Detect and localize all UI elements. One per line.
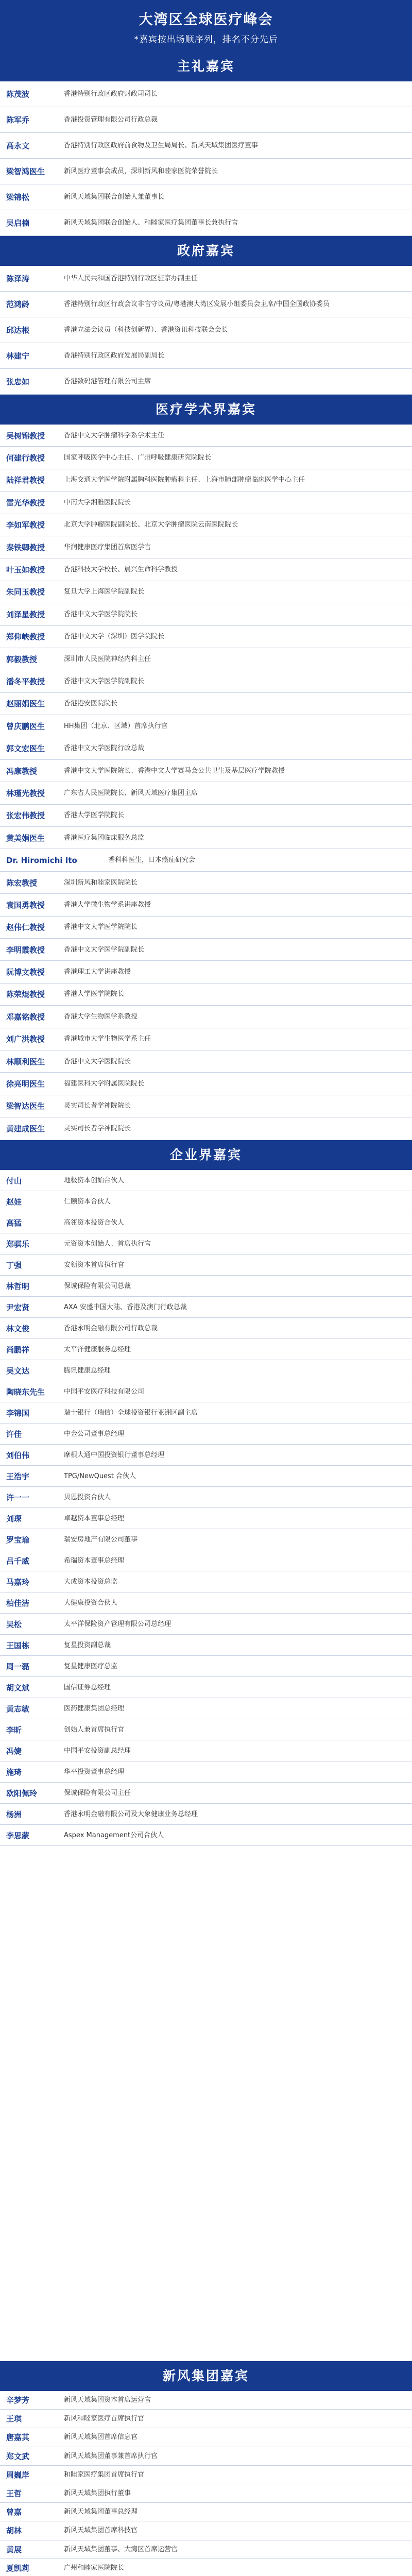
guest-name: 周巍岸 xyxy=(6,2470,30,2480)
guest-title: 复星投资副总裁 xyxy=(64,1641,111,1649)
guest-row xyxy=(0,1170,412,1191)
guest-row xyxy=(0,805,412,827)
guest-row xyxy=(0,2503,412,2521)
guest-row xyxy=(0,961,412,983)
guest-title: 香港理工大学讲座教授 xyxy=(64,968,131,976)
guest-row xyxy=(0,317,412,343)
guest-title: 香港特别行政区政府发展局副局长 xyxy=(64,352,165,360)
guest-row xyxy=(0,2447,412,2466)
guest-title: 华平投资董事总经理 xyxy=(64,1768,125,1776)
guest-title: 摩根大通中国投资银行董事总经理 xyxy=(64,1451,165,1459)
guest-title: 香港特别行政区政府前食物及卫生局局长、新风天域集团医疗董事 xyxy=(64,142,259,149)
guest-row xyxy=(0,1445,412,1466)
guest-row xyxy=(0,1095,412,1117)
guest-name: 吴松 xyxy=(6,1619,22,1629)
section-title: 新风集团嘉宾 xyxy=(0,2361,412,2391)
guest-name: 陈军乔 xyxy=(6,115,30,125)
guest-title: 北京大学肿瘤医院副院长、北京大学肿瘤医院云南医院院长 xyxy=(64,521,238,529)
guest-row xyxy=(0,917,412,939)
guest-name: 赵伟仁教授 xyxy=(6,923,45,933)
guest-title: 仁颐资本合伙人 xyxy=(64,1197,111,1206)
guest-name: 黄志敏 xyxy=(6,1704,30,1714)
guest-name: 郑文武 xyxy=(6,2451,30,2461)
guest-row xyxy=(0,1255,412,1276)
guest-title: 希瑞资本董事总经理 xyxy=(64,1556,125,1565)
guest-title: 瑞士银行（瑞信）全球投资银行亚洲区副主席 xyxy=(64,1409,198,1417)
guest-row xyxy=(0,292,412,317)
guest-row xyxy=(0,939,412,961)
guest-row xyxy=(0,715,412,737)
guest-row xyxy=(0,872,412,894)
guest-row xyxy=(0,369,412,395)
guest-name: 陆祥君教授 xyxy=(6,476,45,485)
guest-name: 范鸿龄 xyxy=(6,300,30,309)
guest-name: 张宏伟教授 xyxy=(6,811,45,821)
guest-name: 欧阳佩玲 xyxy=(6,1788,38,1798)
guest-row xyxy=(0,514,412,536)
guest-title: 新风和睦家医疗首席执行官 xyxy=(64,2415,145,2423)
guest-title: 香港永明金融有限公司行政总裁 xyxy=(64,1324,158,1332)
guest-row xyxy=(0,1550,412,1571)
guest-title: 灵实司长者学神院院长 xyxy=(64,1124,131,1132)
guest-title: 香港港安医院院长 xyxy=(64,700,118,708)
guest-name: 许一一 xyxy=(6,1493,30,1502)
guest-row xyxy=(0,1318,412,1339)
guest-title: 新风天域集团联合创始人兼董事长 xyxy=(64,193,165,201)
guest-row xyxy=(0,1381,412,1402)
guest-title: 腾讯健康总经理 xyxy=(64,1366,111,1375)
section-government xyxy=(0,236,412,395)
guest-name: 刘泽星教授 xyxy=(6,609,45,619)
guest-title: 中国平安医疗科技有限公司 xyxy=(64,1387,145,1396)
guest-name: 陈荣焜教授 xyxy=(6,990,45,999)
guest-row xyxy=(0,1508,412,1529)
guest-row xyxy=(0,107,412,133)
guest-row xyxy=(0,447,412,469)
guest-title: 新风天域集团首席科技官 xyxy=(64,2527,138,2535)
guest-title: 大成资本投资总监 xyxy=(64,1578,118,1586)
guest-name: 李昕 xyxy=(6,1725,22,1735)
guest-title: 保诚保险有限公司总裁 xyxy=(64,1282,131,1290)
guest-name: 王国栋 xyxy=(6,1640,30,1650)
guest-name: 黄展 xyxy=(6,2545,22,2554)
guest-row xyxy=(0,626,412,648)
guest-name: 郑骐乐 xyxy=(6,1239,30,1249)
guest-row xyxy=(0,1050,412,1073)
guest-name: 何建行教授 xyxy=(6,453,45,463)
guest-title: 保诚保险有限公司主任 xyxy=(64,1789,131,1797)
section-title: 医疗学术界嘉宾 xyxy=(0,395,412,425)
guest-row xyxy=(0,1740,412,1761)
guest-name: 林文俊 xyxy=(6,1324,30,1333)
guest-title: 香港中文大学医院院长、香港中文大学赛马会公共卫生及基层医疗学院教授 xyxy=(64,767,285,775)
guest-title: Aspex Management公司合伙人 xyxy=(64,1831,164,1839)
guest-row xyxy=(0,581,412,603)
page-header xyxy=(0,0,412,52)
guest-title: 中国平安投资副总经理 xyxy=(64,1747,131,1755)
guest-title: 国信证券总经理 xyxy=(64,1683,111,1691)
guest-row xyxy=(0,536,412,558)
guest-row xyxy=(0,210,412,236)
guest-row xyxy=(0,1698,412,1719)
guest-title: 创始人兼首席执行官 xyxy=(64,1725,125,1734)
guest-name: 黄建成医生 xyxy=(6,1124,45,1133)
guest-title: 太平洋保险资产管理有限公司总经理 xyxy=(64,1620,171,1628)
guest-title: 华润健康医疗集团首席医学官 xyxy=(64,543,151,551)
guest-row xyxy=(0,1529,412,1550)
guest-name: 陈泽涛 xyxy=(6,274,30,283)
guest-row xyxy=(0,2410,412,2428)
guest-row xyxy=(0,469,412,492)
guest-title: 香港立法会议员（科技创新界）、香港资讯科技联会会长 xyxy=(64,326,228,334)
guest-name: 潘冬平教授 xyxy=(6,676,45,686)
guest-name: 李明霞教授 xyxy=(6,945,45,955)
guest-row xyxy=(0,1614,412,1635)
guest-row xyxy=(0,693,412,715)
guest-title: 新风医疗董事会成员，深圳新风和睦家医院荣誉院长 xyxy=(64,167,218,175)
guest-name: 吴启楠 xyxy=(6,218,30,228)
guest-row xyxy=(0,184,412,210)
guest-title: 国家呼吸医学中心主任、广州呼吸健康研究院院长 xyxy=(64,454,212,462)
guest-title: 大健康投资合伙人 xyxy=(64,1599,118,1607)
guest-row xyxy=(0,1677,412,1698)
guest-name: 周一磊 xyxy=(6,1662,30,1671)
section-title: 企业界嘉宾 xyxy=(0,1140,412,1170)
guest-row xyxy=(0,760,412,782)
guest-title: 中南大学湘雅医院院长 xyxy=(64,498,131,506)
guest-name: 袁国勇教授 xyxy=(6,900,45,910)
guest-name: 王琪 xyxy=(6,2414,22,2424)
guest-row xyxy=(0,2559,412,2576)
guest-title: 香港大学医学院院长 xyxy=(64,990,125,998)
guest-title: 新风天域集团首席信息官 xyxy=(64,2433,138,2442)
guest-row xyxy=(0,648,412,670)
guest-name: 丁强 xyxy=(6,1260,22,1270)
guest-name: 高猛 xyxy=(6,1218,22,1228)
guest-row xyxy=(0,1212,412,1233)
guest-name: 付山 xyxy=(6,1176,22,1185)
guest-row xyxy=(0,984,412,1006)
guest-row xyxy=(0,1635,412,1656)
guest-name: 赵娃 xyxy=(6,1197,22,1207)
guest-title: 香港中文大学医学院院长 xyxy=(64,923,138,931)
guest-title: 香港大学医学院院长 xyxy=(64,811,125,820)
guest-title: 深圳新风和睦家医院院长 xyxy=(64,878,138,887)
guest-name: 冯康教授 xyxy=(6,766,38,776)
guest-title: HH集团（北京、区域）首席执行官 xyxy=(64,722,168,730)
guest-title: 香港中文大学医学院院长 xyxy=(64,610,138,618)
guest-name: 尚鹏祥 xyxy=(6,1345,30,1354)
guest-title: 香港医疗集团临床服务总监 xyxy=(64,834,145,842)
guest-name: 曾庆鹏医生 xyxy=(6,721,45,731)
section-title: 主礼嘉宾 xyxy=(0,52,412,81)
guest-title: 香港中文大学医院行政总裁 xyxy=(64,744,145,753)
guest-row xyxy=(0,1719,412,1740)
guest-title: 香港中文大学医学院副院长 xyxy=(64,677,145,685)
guest-row xyxy=(0,1783,412,1804)
page-subtitle: *嘉宾按出场顺序列，排名不分先后 xyxy=(134,35,278,45)
guest-title: 新风天域集团执行董事 xyxy=(64,2489,131,2498)
guest-name: 邱达根 xyxy=(6,326,30,335)
guest-title: 新风天域集团联合创始人、和睦家医疗集团董事长兼执行官 xyxy=(64,219,238,227)
guest-name: 吴文达 xyxy=(6,1366,30,1376)
guest-name: 陶晓东先生 xyxy=(6,1387,45,1397)
guest-name: 郭毅教授 xyxy=(6,654,38,664)
guest-title: 元资资本创始人、首席执行官 xyxy=(64,1240,151,1248)
guest-title: 医药健康集团总经理 xyxy=(64,1704,125,1713)
guest-row xyxy=(0,827,412,849)
guest-name: 邓嘉铭教授 xyxy=(6,1012,45,1022)
guest-name: 尹宏贤 xyxy=(6,1302,30,1312)
guest-row xyxy=(0,1423,412,1445)
guest-name: 梁锦松 xyxy=(6,193,30,202)
guest-row xyxy=(0,2428,412,2447)
guest-title: 新风天域集团董事兼首席执行官 xyxy=(64,2452,158,2460)
guest-row xyxy=(0,1191,412,1212)
guest-title: 中金公司董事总经理 xyxy=(64,1430,125,1438)
section-title: 政府嘉宾 xyxy=(0,236,412,266)
guest-name: 冯婕 xyxy=(6,1746,22,1756)
guest-title: 太平洋健康服务总经理 xyxy=(64,1345,131,1353)
guest-name: 秦铁卿教授 xyxy=(6,543,45,552)
guest-name: 杨洲 xyxy=(6,1809,22,1819)
guest-title: 灵实司长者学神院院长 xyxy=(64,1102,131,1110)
guest-title: 安领资本首席执行官 xyxy=(64,1261,125,1269)
guest-row xyxy=(0,343,412,369)
guest-name: 唐嘉其 xyxy=(6,2433,30,2443)
guest-name: 黄美娟医生 xyxy=(6,833,45,843)
guest-title: 香港中文大学医学院副院长 xyxy=(64,945,145,954)
guest-name: 徐亮明医生 xyxy=(6,1079,45,1089)
section-group xyxy=(0,2361,412,2576)
guest-name: 林瑾光教授 xyxy=(6,788,45,798)
guest-title: 高瓴资本投资合伙人 xyxy=(64,1218,125,1227)
guest-name: Dr. Hiromichi Ito xyxy=(6,855,77,865)
guest-row xyxy=(0,849,412,871)
guest-name: 郑仰峡教授 xyxy=(6,632,45,642)
guest-name: 罗宝瑜 xyxy=(6,1535,30,1545)
guest-name: 刘琛 xyxy=(6,1514,22,1523)
section-business xyxy=(0,1140,412,1846)
guest-row xyxy=(0,1276,412,1297)
guest-title: 新风天域集团资本首席运营官 xyxy=(64,2396,151,2404)
guest-row xyxy=(0,737,412,759)
guest-row xyxy=(0,670,412,692)
guest-title: 地极资本创始合伙人 xyxy=(64,1176,125,1184)
guest-name: 郭文宏医生 xyxy=(6,744,45,754)
guest-row xyxy=(0,1656,412,1677)
guest-name: 王哲 xyxy=(6,2489,22,2499)
guest-title: 深圳市人民医院神经内科主任 xyxy=(64,655,151,663)
guest-name: 叶玉如教授 xyxy=(6,565,45,575)
guest-name: 吕千威 xyxy=(6,1556,30,1566)
guest-row xyxy=(0,603,412,625)
guest-row xyxy=(0,2466,412,2484)
guest-title: 香港大学微生物学系讲座教授 xyxy=(64,901,151,909)
guest-title: 福建医科大学附属医院院长 xyxy=(64,1080,145,1088)
guest-title: 瑞安房地产有限公司董事 xyxy=(64,1535,138,1544)
guest-name: 夏凯莉 xyxy=(6,2563,30,2573)
guest-row xyxy=(0,1592,412,1614)
guest-row xyxy=(0,1402,412,1423)
guest-row xyxy=(0,2540,412,2559)
guest-name: 梁智达医生 xyxy=(6,1101,45,1111)
guest-title: 上海交通大学医学院附属胸科医院肿瘤科主任、上海市肺部肿瘤临床医学中心主任 xyxy=(64,476,305,484)
guest-title: 香港投资管理有限公司行政总裁 xyxy=(64,116,158,124)
guest-name: 张忠如 xyxy=(6,377,30,386)
guest-row xyxy=(0,1360,412,1381)
guest-name: 李思蒙 xyxy=(6,1831,30,1840)
guest-name: 李锦国 xyxy=(6,1408,30,1418)
guest-name: 李如军教授 xyxy=(6,520,45,530)
guest-title: 香港永明金融有限公司及大象健康业务总经理 xyxy=(64,1810,198,1818)
guest-name: 许佳 xyxy=(6,1429,22,1439)
guest-name: 胡林 xyxy=(6,2526,22,2536)
guest-title: 香港中文大学（深圳）医学院院长 xyxy=(64,633,165,641)
guest-row xyxy=(0,81,412,107)
guest-name: 马嘉玲 xyxy=(6,1577,30,1587)
guest-row xyxy=(0,492,412,514)
guest-title: 贝恩投资合伙人 xyxy=(64,1493,111,1501)
guest-name: 刘伯伟 xyxy=(6,1450,30,1460)
guest-title: 中华人民共和国香港特别行政区驻京办副主任 xyxy=(64,275,198,282)
guest-name: 赵丽娟医生 xyxy=(6,699,45,709)
guest-name: 林哲明 xyxy=(6,1281,30,1291)
guest-row xyxy=(0,133,412,159)
guest-title: 广东省人民医院院长、新风天域医疗集团主席 xyxy=(64,789,198,797)
guest-name: 胡文斌 xyxy=(6,1683,30,1692)
guest-name: 阮博文教授 xyxy=(6,968,45,977)
guest-row xyxy=(0,1028,412,1050)
guest-name: 辛梦芳 xyxy=(6,2396,30,2405)
guest-title: 香港中文大学肿瘤科学系学术主任 xyxy=(64,431,165,439)
guest-title: 香港中文大学医院院长 xyxy=(64,1057,131,1065)
guest-name: 林顺利医生 xyxy=(6,1057,45,1066)
guest-name: 王浩宇 xyxy=(6,1471,30,1481)
guest-title: 香港特别行政区政府财政司司长 xyxy=(64,90,158,98)
guest-row xyxy=(0,1233,412,1255)
guest-row xyxy=(0,425,412,447)
guest-name: 曾嘉 xyxy=(6,2507,22,2517)
guest-name: 吴树锦教授 xyxy=(6,431,45,440)
guest-row xyxy=(0,1487,412,1508)
guest-row xyxy=(0,1571,412,1592)
guest-name: 林建宁 xyxy=(6,351,30,361)
guest-title: AXA 安盛中国大陆、香港及澳门行政总裁 xyxy=(64,1303,187,1311)
guest-row xyxy=(0,1466,412,1487)
guest-name: 梁智鸿医生 xyxy=(6,167,45,176)
guest-row xyxy=(0,266,412,292)
guest-title: 新风天域集团董事、大湾区首席运营官 xyxy=(64,2545,178,2553)
guest-row xyxy=(0,1006,412,1028)
guest-row xyxy=(0,1761,412,1783)
guest-title: 香港科技大学校长、晨兴生命科学教授 xyxy=(64,566,178,574)
guest-title: 复星健康医疗总监 xyxy=(64,1662,118,1670)
guest-row xyxy=(0,1297,412,1318)
guest-name: 陈茂波 xyxy=(6,90,30,99)
guest-name: 陈宏教授 xyxy=(6,878,38,888)
guest-title: 香港数码港管理有限公司主席 xyxy=(64,378,151,385)
guest-title: 新风天域集团董事总经理 xyxy=(64,2508,138,2516)
guest-name: 柏佳洁 xyxy=(6,1598,30,1608)
guest-row xyxy=(0,1825,412,1846)
guest-title: 香港特别行政区行政会议非官守议员/粤港澳大湾区发展小组委员会主席/中国全国政协委员 xyxy=(64,300,330,308)
guest-title: 和睦家医疗集团首席执行官 xyxy=(64,2470,145,2479)
guest-row xyxy=(0,782,412,804)
guest-row xyxy=(0,2521,412,2540)
guest-name: 高永文 xyxy=(6,141,30,150)
guest-name: 朱同玉教授 xyxy=(6,587,45,597)
guest-name: 施琦 xyxy=(6,1767,22,1777)
guest-row xyxy=(0,2391,412,2410)
guest-row xyxy=(0,1073,412,1095)
guest-row xyxy=(0,558,412,581)
guest-row xyxy=(0,159,412,184)
guest-title: 香港大学生物医学系教授 xyxy=(64,1012,138,1021)
guest-name: 刘广洪教授 xyxy=(6,1035,45,1044)
guest-title: 广州和睦家医院院长 xyxy=(64,2564,125,2572)
page-title: 大湾区全球医疗峰会 xyxy=(139,12,273,28)
guest-row xyxy=(0,1339,412,1360)
guest-row xyxy=(0,894,412,916)
guest-title: 香科科医生，日本癌症研究会 xyxy=(108,856,196,865)
guest-title: 复旦大学上海医学院副院长 xyxy=(64,588,145,596)
guest-title: 香港城市大学生物医学系主任 xyxy=(64,1035,151,1043)
guest-name: 雷光华教授 xyxy=(6,498,45,507)
section-guests-of-honour xyxy=(0,52,412,236)
guest-row xyxy=(0,2484,412,2503)
guest-row xyxy=(0,1804,412,1825)
guest-row xyxy=(0,1117,412,1140)
guest-title: 卓越资本董事总经理 xyxy=(64,1514,125,1522)
section-medical-academic xyxy=(0,395,412,1140)
guest-title: TPG/NewQuest 合伙人 xyxy=(64,1472,136,1480)
